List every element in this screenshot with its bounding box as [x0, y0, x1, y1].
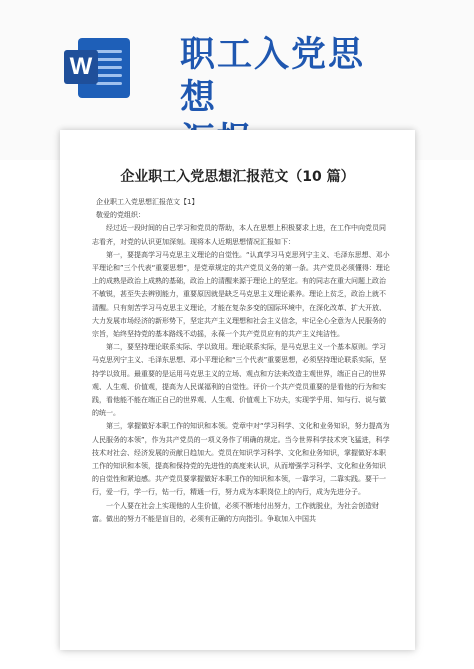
document-page — [60, 130, 415, 650]
word-icon-letter: W — [64, 50, 98, 84]
doc-paragraph: 第二，要坚持理论联系实际、学以致用。理论联系实际，是马克思主义一个基本原则。学习马克思列宁主义、毛泽东思想、邓小平理论和“三个代表”重要思想，必须坚持理论联系实际，坚持学以致用。最重要的是运用马克思主义的立场、观点和方法来改造主观世界，端正自己的世界观、人生观、价值观，提高为人民谋福利的自觉性。评价一个共产党员重要的是看他的行为和实践，看他能不能在端正自己的世界观、人生观、价值观上下功夫，实现学乎用、知与行、说与做的统一。 — [92, 343, 387, 418]
document-title: 企业职工入党思想汇报范文（10 篇） — [120, 169, 355, 185]
doc-paragraph: 第三，掌握做好本职工作的知识和本领。党章中对“学习科学、文化和业务知识，努力提高为人民服务的本领”，作为共产党员的一项义务作了明确的规定。当今世界科学技术突飞猛进，科学技术对社会、经济发展的贡献日趋加大。党员在知识学习科学、文化和业务知识，掌握做好本职工作的知识和本领，提高和保持党的先进性的高度来认识，从而增强学习科学、文化和业务知识的自觉性和紧迫感。共产党员要掌握做好本职工作的知识和本领，一靠学习，二靠实践。要干一行，爱一行，学一行，钻一行，精通一行，努力成为本职岗位上的内行，成为先进分子。 — [92, 422, 390, 497]
doc-paragraph: 敬爱的党组织： — [96, 211, 145, 220]
document-body — [92, 196, 392, 526]
word-icon — [64, 38, 130, 98]
doc-paragraph: 经过近一段时间的自己学习和党员的帮助，本人在思想上积极要求上进，在工作中向党员同志看齐，对党的认识更加深刻。现将本人近期思想情况汇报如下： — [92, 224, 386, 246]
page-fade-overlay — [60, 580, 415, 650]
doc-paragraph: 企业职工入党思想汇报范文【1】 — [96, 198, 199, 206]
doc-paragraph: 第一，要提高学习马克思主义理论的自觉性。“认真学习马克思列宁主义、毛泽东思想、邓小平理论和”三个代表“重要思想”，是党章规定的共产党员义务的第一条。共产党员必须懂得：理论上的成熟是政治上成熟的基础，政治上的清醒来源于理论上的坚定。有的同志在重大问题上政治不敏锐，甚至失去辨别能力，重要原因就是缺乏马克思主义理论素养。理论上贫乏，政治上就不清醒。只有刻苦学习马克思主义理论，才能在复杂多变的国际环境中，在深化改革、扩大开放、大力发展市场经济的新形势下，坚定共产主义理想和社会主义信念，牢记全心全意为人民服务的宗旨，始终坚持党的基本路线不动摇，永葆一个共产党员应有的共产主义纯洁性。 — [92, 250, 390, 339]
doc-paragraph: 一个人要在社会上实现他的人生价值，必须不断地付出努力，工作就脱业，为社会创造财富。做出的努力不能是盲目的，必须有正确的方向指引。争取加入中国共 — [92, 501, 379, 523]
banner-title-line1: 职工入党思想 — [180, 35, 366, 118]
